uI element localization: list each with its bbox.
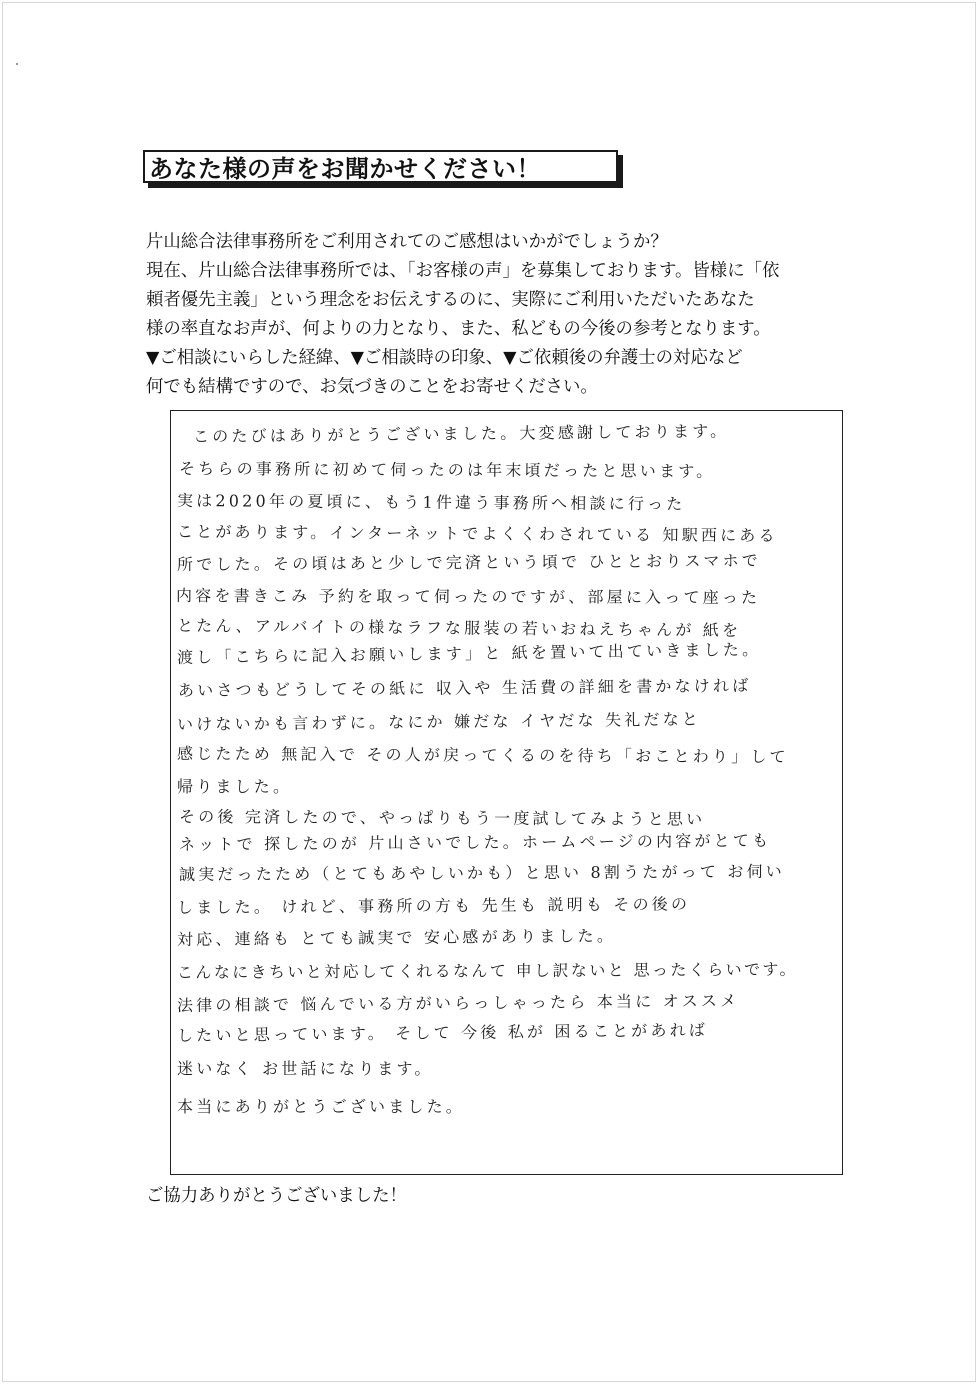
handwritten-line: 渡し「こちらに記入お願いします」と 紙を置いて出ていきました。 [176, 639, 762, 667]
handwritten-line: いけないかも言わずに。なにか 嫌だな イヤだな 失礼だなと [176, 709, 702, 734]
handwritten-line: 対応、連絡も とても誠実で 安心感がありました。 [176, 926, 617, 949]
handwritten-line: とたん、アルバイトの様なラフな服装の若いおねえちゃんが 紙を [176, 616, 742, 640]
handwritten-letter-box [170, 410, 843, 1175]
handwritten-line: したいと思っています。 そして 今後 私が 困ることがあれば [176, 1020, 709, 1045]
handwritten-line: ことがあります。インターネットでよくくわされている 知駅西にある [176, 522, 778, 546]
page-title: あなた様の声をお聞かせください！ [143, 150, 618, 183]
intro-line: 片山総合法律事務所をご利用されてのご感想はいかがでしょうか？ [146, 232, 668, 252]
intro-line: ▼ご相談にいらした経緯、▼ご相談時の印象、▼ご依頼後の弁護士の対応など [146, 348, 743, 368]
scan-dot [16, 63, 18, 65]
handwritten-line: しました。 けれど、事務所の方も 先生も 説明も その後の [176, 894, 691, 917]
handwritten-line: 法律の相談で 悩んでいる方がいらっしゃったら 本当に オススメ [176, 991, 740, 1015]
handwritten-line: そちらの事務所に初めて伺ったのは年末頃だったと思います。 [178, 459, 716, 481]
intro-line: 現在、片山総合法律事務所では、「お客様の声」を募集しております。皆様に「依 [146, 261, 780, 281]
intro-line: 様の率直なお声が、何よりの力となり、また、私どもの今後の参考となります。 [146, 319, 771, 339]
handwritten-line: こんなにきちいと対応してくれるなんて 申し訳ないと 思ったくらいです。 [176, 959, 798, 982]
handwritten-line: 所でした。その頃はあと少しで完済という頃で ひととおりスマホで [176, 550, 762, 574]
handwritten-line: その後 完済したので、やっぱりもう一度試してみようと思い [178, 807, 706, 829]
handwritten-line: 帰りました。 [177, 777, 293, 796]
intro-line: 何でも結構ですので、お気づきのことをお寄せください。 [146, 377, 598, 397]
handwritten-line: ネットで 探したのが 片山さいでした。ホームページの内容がとても [178, 830, 772, 854]
handwritten-line: 感じたため 無記入で その人が戻ってくるのを待ち「おことわり」して [176, 744, 789, 767]
handwritten-line: 迷いなく お世話になります。 [177, 1059, 434, 1078]
intro-line: 頼者優先主義」という理念をお伝えするのに、実際にご利用いただいたあなた [146, 290, 755, 310]
handwritten-line: このたびはありがとうございました。大変感謝しております。 [192, 421, 730, 446]
title-banner [143, 150, 623, 188]
intro-paragraph [146, 228, 856, 402]
handwritten-line: 内容を書きこみ 予約を取って伺ったのですが、部屋に入って座った [175, 586, 761, 608]
closing-message: ご協力ありがとうございました！ [146, 1186, 407, 1206]
handwritten-line: 実は2020年の夏頃に、もう1件違う事務所へ相談に行った [176, 491, 686, 514]
handwritten-line: 本当にありがとうございました。 [177, 1097, 466, 1116]
handwritten-line: あいさつもどうしてその紙に 収入や 生活費の詳細を書かなければ [177, 675, 752, 700]
handwritten-line: 誠実だったため（とてもあやしいかも）と思い 8割うたがって お伺い [178, 861, 785, 884]
